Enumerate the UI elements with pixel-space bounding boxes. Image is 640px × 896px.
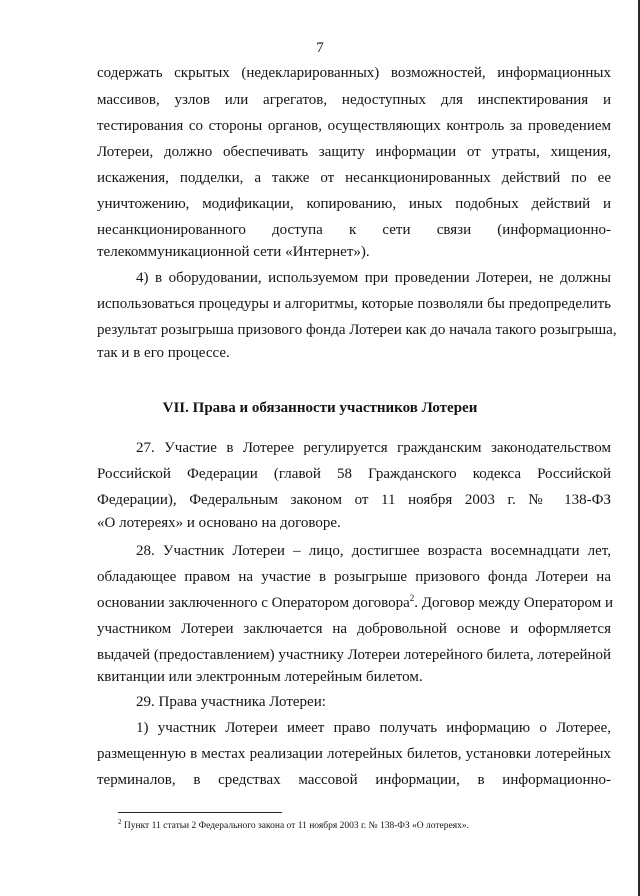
text-line: размещенную в местах реализации лотерейных билетов, установки лотерейных: [97, 746, 611, 762]
footnote: [118, 817, 469, 831]
text-line: телекоммуникационной сети «Интернет»).: [97, 244, 370, 260]
text-line: так и в его процессе.: [97, 345, 230, 361]
text-line: 29. Права участника Лотереи:: [136, 694, 326, 710]
text-fragment: . Договор между Оператором и: [414, 595, 614, 611]
page-number: 7: [316, 40, 324, 56]
text-line: Федерации), Федеральным законом от 11 ноября 2003 г. № 138-ФЗ: [97, 492, 611, 508]
footnote-divider: [118, 812, 282, 813]
footnote-text: Пункт 11 статьи 2 Федерального закона от 11 ноября 2003 г. № 138-ФЗ «О лотереях».: [121, 821, 469, 831]
text-line: искажения, подделки, а также от несанкционированных действий по ее: [97, 170, 611, 186]
text-line: [97, 593, 614, 613]
text-line: 28. Участник Лотереи – лицо, достигшее возраста восемнадцати лет,: [136, 543, 611, 559]
footnote-marker: 2: [118, 817, 122, 826]
text-line: 1) участник Лотереи имеет право получать информацию о Лотерее,: [136, 720, 611, 736]
text-line: 4) в оборудовании, используемом при проведении Лотереи, не должны: [136, 270, 611, 286]
text-line: несанкционированного доступа к сети связи (информационно-: [97, 222, 611, 238]
text-line: обладающее правом на участие в розыгрыше призового фонда Лотереи на: [97, 569, 611, 585]
text-fragment: основании заключенного с Оператором договора: [97, 595, 410, 611]
text-line: массивов, узлов или агрегатов, недоступных для инспектирования и: [97, 92, 611, 108]
text-line: Лотереи, должно обеспечивать защиту информации от утраты, хищения,: [97, 144, 611, 160]
section-heading: VII. Права и обязанности участников Лотереи: [162, 400, 478, 416]
text-line: терминалов, в средствах массовой информации, в информационно-: [97, 772, 611, 788]
text-line: уничтожению, модификации, копированию, иных подобных действий и: [97, 196, 611, 212]
text-line: «О лотереях» и основано на договоре.: [97, 515, 341, 531]
footnote-reference: 2: [409, 593, 415, 603]
text-line: содержать скрытых (недекларированных) возможностей, информационных: [97, 65, 611, 81]
text-line: квитанции или электронным лотерейным билетом.: [97, 669, 423, 685]
text-line: тестирования со стороны органов, осуществляющих контроль за проведением: [97, 118, 611, 134]
text-line: результат розыгрыша призового фонда Лотереи как до начала такого розыгрыша,: [97, 322, 617, 338]
text-line: Российской Федерации (главой 58 Гражданского кодекса Российской: [97, 466, 611, 482]
text-line: выдачей (предоставлением) участнику Лотереи лотерейного билета, лотерейной: [97, 647, 612, 663]
text-line: 27. Участие в Лотерее регулируется гражданским законодательством: [136, 440, 611, 456]
text-line: использоваться процедуры и алгоритмы, которые позволяли бы предопределить: [97, 296, 611, 312]
text-line: участником Лотереи заключается на добровольной основе и оформляется: [97, 621, 611, 637]
